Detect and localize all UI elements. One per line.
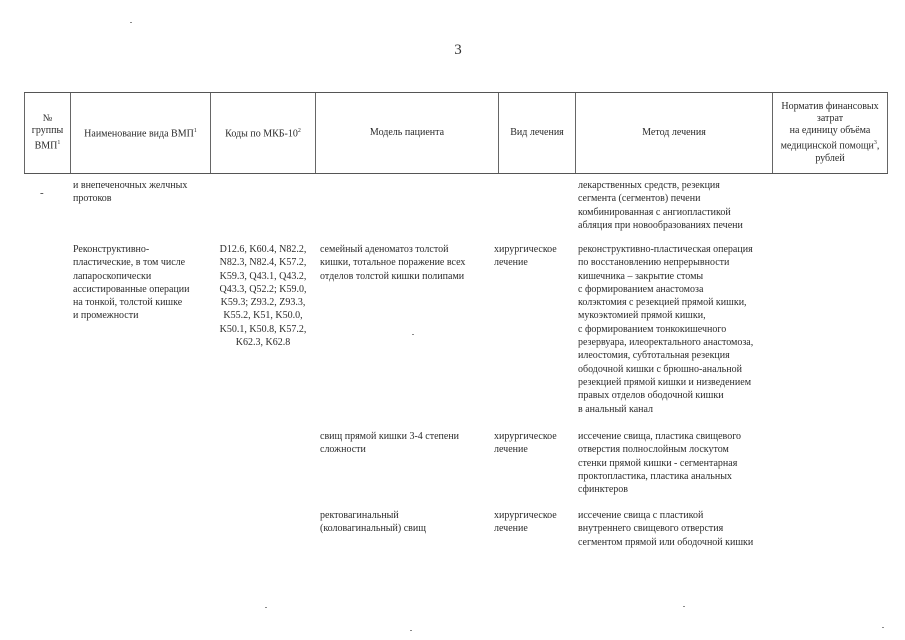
row1-item2-treatment-method: иссечение свища, пластика свищевого отверстия полнослойным лоскутом стенки прямой кишки - сегментарная проктопластика, пластика анальных сфинктеров (578, 431, 742, 496)
scan-speck (882, 627, 884, 628)
row1-item3-treatment-type: хирургическое лечение (494, 510, 557, 535)
row1-item1-patient-model: семейный аденоматоз толстой кишки, тотальное поражение всех отделов толстой кишки полипами (320, 244, 466, 282)
scan-speck (130, 22, 132, 23)
row0-treatment-method: лекарственных средств, резекция сегмента (сегментов) печени комбинированная с ангиопластикой абляция при новообразованиях печени (578, 180, 743, 231)
scan-speck (412, 334, 414, 335)
row1-item3-treatment-method: иссечение свища с пластикой внутреннего свищевого отверстия сегментом прямой или ободочной кишки (578, 510, 754, 548)
row0-vmp-name: и внепеченочных желчных протоков (73, 180, 188, 205)
header-patient-model: Модель пациента (315, 93, 498, 173)
row1-item2-patient-model: свищ прямой кишки 3-4 степени сложности (320, 431, 460, 456)
table-header (24, 92, 888, 174)
row1-icd-codes: D12.6, K60.4, N82.2, N82.3, N82.4, K57.2, K59.3, Q43.1, Q43.2, Q43.3, Q52.2; K59.0, K59.3; Z93.2, Z93.3, K55.2, K51, K50.0, K50.1, K50.8, K57.2, K62.3, K62.8 (219, 244, 307, 349)
header-group-number: № группы ВМП$^1$ (24, 93, 70, 173)
scan-speck (265, 607, 267, 608)
header-treatment-type: Вид лечения (498, 93, 575, 173)
row1-item3-patient-model: ректовагинальный (коловагинальный) свищ (320, 510, 426, 535)
row-marker: - (40, 187, 44, 199)
row1-item2-treatment-type: хирургическое лечение (494, 431, 557, 456)
page-number: 3 (454, 42, 462, 58)
header-treatment-method: Метод лечения (575, 93, 772, 173)
row1-item1-treatment-method: реконструктивно-пластическая операция по восстановлению непрерывности кишечника – закрытие стомы с формированием анастомоза колэктомия с резекцией прямой кишки, мукоэктомией прямой кишки, с формированием тонкокишечного резервуара, илеоректального анастомоза, илеостомия, субтотальная резекция ободочной кишки с брюшно-анальной резекцией прямой кишки и низведением правых отделов ободочной кишки в анальный канал (578, 244, 754, 415)
header-icd-codes: Коды по МКБ-$10^2$ (210, 93, 315, 173)
header-cost-norm: Норматив финансовых затрат на единицу объёма медицинской помощи$^3$, рублей (772, 93, 888, 173)
scan-speck (683, 606, 685, 607)
row1-vmp-name: Реконструктивно- пластические, в том числе лапароскопически ассистированные операции на тонкой, толстой кишке и промежности (73, 244, 190, 322)
header-vmp-name: Наименование вида ВМП$^1$ (70, 93, 210, 173)
row1-item1-treatment-type: хирургическое лечение (494, 244, 557, 269)
scan-speck (410, 630, 412, 631)
